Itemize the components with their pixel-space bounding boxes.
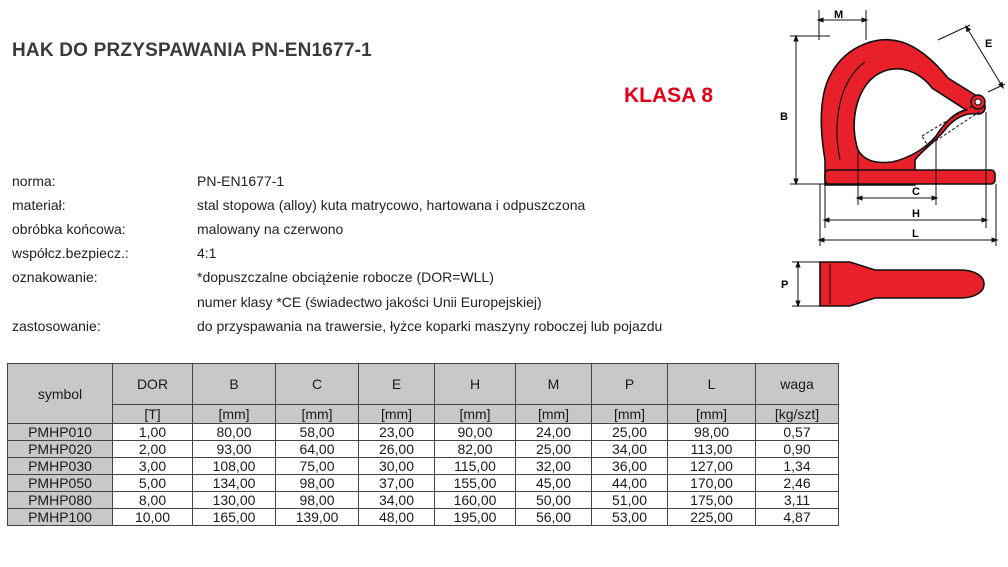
- cell: 0,90: [756, 441, 839, 458]
- spec-value-marking-2: numer klasy *CE (świadectwo jakości Unii Europejskiej): [197, 294, 542, 310]
- cell: 170,00: [668, 475, 756, 492]
- cell-symbol: PMHP100: [8, 509, 113, 526]
- unit-h: [mm]: [435, 405, 516, 424]
- cell: 48,00: [359, 509, 435, 526]
- cell: 127,00: [668, 458, 756, 475]
- cell: 165,00: [193, 509, 276, 526]
- cell-symbol: PMHP050: [8, 475, 113, 492]
- cell: 8,00: [113, 492, 193, 509]
- cell: 98,00: [276, 475, 359, 492]
- spec-value-norma: PN-EN1677-1: [197, 173, 285, 189]
- cell: 25,00: [592, 424, 668, 441]
- dimensions-table: [7, 363, 839, 526]
- cell: 75,00: [276, 458, 359, 475]
- spec-label-material: materiał:: [12, 197, 66, 213]
- header-m: M: [516, 364, 592, 405]
- dim-label-e: E: [985, 38, 993, 50]
- table-header-row: [8, 364, 839, 405]
- table-row: [8, 509, 839, 526]
- header-e: E: [359, 364, 435, 405]
- spec-label-usage: zastosowanie:: [12, 318, 101, 334]
- dim-label-b: B: [780, 111, 788, 123]
- cell: 134,00: [193, 475, 276, 492]
- spec-value-marking: *dopuszczalne obciążenie robocze (DOR=WLL): [197, 269, 494, 285]
- cell: 225,00: [668, 509, 756, 526]
- table-row: [8, 424, 839, 441]
- cell: 0,57: [756, 424, 839, 441]
- cell: 160,00: [435, 492, 516, 509]
- cell-symbol: PMHP080: [8, 492, 113, 509]
- header-waga: waga: [756, 364, 839, 405]
- unit-dor: [T]: [113, 405, 193, 424]
- hook-base-plate: [825, 170, 995, 184]
- class-label: KLASA 8: [624, 84, 714, 107]
- cell: 64,00: [276, 441, 359, 458]
- header-symbol: symbol: [8, 364, 113, 424]
- cell: 113,00: [668, 441, 756, 458]
- unit-m: [mm]: [516, 405, 592, 424]
- cell: 51,00: [592, 492, 668, 509]
- cell: 56,00: [516, 509, 592, 526]
- cell: 37,00: [359, 475, 435, 492]
- unit-e: [mm]: [359, 405, 435, 424]
- cell: 30,00: [359, 458, 435, 475]
- spec-value-usage: do przyspawania na trawersie, łyżce koparki maszyny roboczej lub pojazdu: [197, 318, 663, 334]
- cell: 80,00: [193, 424, 276, 441]
- cell: 93,00: [193, 441, 276, 458]
- table-row: [8, 475, 839, 492]
- cell: 23,00: [359, 424, 435, 441]
- latch-pivot-center: [975, 99, 981, 105]
- header-p: P: [592, 364, 668, 405]
- cell: 26,00: [359, 441, 435, 458]
- table-row: [8, 441, 839, 458]
- cell: 90,00: [435, 424, 516, 441]
- dim-label-c: C: [912, 186, 920, 198]
- cell-symbol: PMHP030: [8, 458, 113, 475]
- header-b: B: [193, 364, 276, 405]
- cell-symbol: PMHP020: [8, 441, 113, 458]
- cell: 25,00: [516, 441, 592, 458]
- cell: 32,00: [516, 458, 592, 475]
- spec-value-finish: malowany na czerwono: [197, 221, 344, 237]
- spec-label-norma: norma:: [12, 173, 56, 189]
- spec-label-finish: obróbka końcowa:: [12, 221, 126, 237]
- spec-value-safety: 4:1: [197, 245, 217, 261]
- unit-c: [mm]: [276, 405, 359, 424]
- unit-b: [mm]: [193, 405, 276, 424]
- cell-symbol: PMHP010: [8, 424, 113, 441]
- cell: 82,00: [435, 441, 516, 458]
- dim-label-m: M: [834, 9, 844, 21]
- cell: 45,00: [516, 475, 592, 492]
- cell: 44,00: [592, 475, 668, 492]
- dim-label-l: L: [912, 228, 919, 240]
- unit-l: [mm]: [668, 405, 756, 424]
- hook-technical-drawing: [770, 0, 1008, 330]
- cell: 155,00: [435, 475, 516, 492]
- cell: 2,00: [113, 441, 193, 458]
- cell: 175,00: [668, 492, 756, 509]
- table-units-row: [8, 405, 839, 424]
- spec-label-safety: współcz.bezpiecz.:: [12, 245, 129, 261]
- table-row: [8, 492, 839, 509]
- cell: 24,00: [516, 424, 592, 441]
- cell: 195,00: [435, 509, 516, 526]
- spec-value-material: stal stopowa (alloy) kuta matrycowo, hartowana i odpuszczona: [197, 197, 586, 213]
- cell: 3,11: [756, 492, 839, 509]
- cell: 4,87: [756, 509, 839, 526]
- spec-label-marking: oznakowanie:: [12, 269, 98, 285]
- cell: 50,00: [516, 492, 592, 509]
- cell: 58,00: [276, 424, 359, 441]
- cell: 98,00: [668, 424, 756, 441]
- cell: 53,00: [592, 509, 668, 526]
- dim-label-p: P: [781, 279, 789, 291]
- cell: 34,00: [592, 441, 668, 458]
- dim-label-h: H: [912, 208, 920, 220]
- table-row: [8, 458, 839, 475]
- cell: 5,00: [113, 475, 193, 492]
- cell: 98,00: [276, 492, 359, 509]
- header-l: L: [668, 364, 756, 405]
- hook-side-view: [820, 262, 984, 306]
- cell: 36,00: [592, 458, 668, 475]
- cell: 1,00: [113, 424, 193, 441]
- cell: 108,00: [193, 458, 276, 475]
- unit-p: [mm]: [592, 405, 668, 424]
- page-title: HAK DO PRZYSPAWANIA PN-EN1677-1: [12, 40, 372, 61]
- cell: 34,00: [359, 492, 435, 509]
- cell: 130,00: [193, 492, 276, 509]
- header-c: C: [276, 364, 359, 405]
- cell: 10,00: [113, 509, 193, 526]
- header-dor: DOR: [113, 364, 193, 405]
- cell: 3,00: [113, 458, 193, 475]
- unit-waga: [kg/szt]: [756, 405, 839, 424]
- cell: 139,00: [276, 509, 359, 526]
- cell: 1,34: [756, 458, 839, 475]
- cell: 115,00: [435, 458, 516, 475]
- cell: 2,46: [756, 475, 839, 492]
- header-h: H: [435, 364, 516, 405]
